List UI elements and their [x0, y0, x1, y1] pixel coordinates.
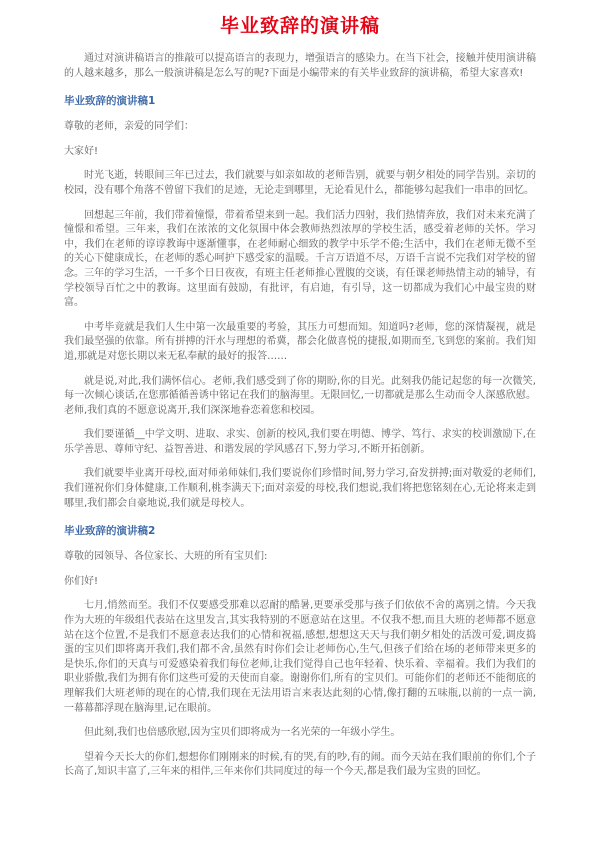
- section-1-salutation: 大家好!: [64, 145, 99, 157]
- paragraph: 我们要谨循__中学文明、进取、求实、创新的校风,我们要在明德、博学、笃行、求实的校训激励下,在乐学善思、尊师守纪、益智善进、和谐发展的学风感召下,努力学习,不断开拓创新。: [64, 429, 536, 455]
- section-2-greeting: 尊敬的园领导、各位家长、大班的所有宝贝们:: [64, 551, 268, 563]
- section-1-heading: 毕业致辞的演讲稿1: [64, 95, 156, 108]
- paragraph: 但此刻,我们也倍感欣慰,因为宝贝们即将成为一名光荣的一年级小学生。: [84, 727, 401, 739]
- page-title: 毕业致辞的演讲稿: [219, 15, 380, 37]
- paragraph: 就是说,对此,我们满怀信心。老师,我们感受到了你的期盼,你的目光。此刻我仍能记起您的每一次微笑,每一次倾心谈话,在您那循循善诱中铭记在我们的脑海里。无限回忆,一切都就是那么生动而令人深感欣慰。老师,我们真的不愿意说离开,我们深深地眷恋着您和校园。: [64, 375, 536, 416]
- section-1-greeting: 尊敬的老师，亲爱的同学们：: [64, 121, 194, 133]
- paragraph: 望着今天长大的你们,想想你们刚刚来的时候,有的哭,有的吵,有的闹。而今天站在我们眼前的你们,个子长高了,知识丰富了,三年来的相伴,三年来你们共同度过的每一个今天,都是我们最为宝贵的回忆。: [64, 751, 536, 778]
- paragraph: 中考毕竟就是我们人生中第一次最重要的考验，其压力可想而知。知道吗?老师，您的深情凝视，就是我们最坚强的依靠。所有拼搏的汗水与理想的希冀，都会化做喜悦的捷报,如期而至,飞到您的案前。我们知道,那就是对您长期以来无私奉献的最好的报答……: [64, 321, 536, 362]
- intro-paragraph: 通过对演讲稿语言的推敲可以提高语言的表现力，增强语言的感染力。在当下社会，接触并使用演讲稿的人越来越多，那么一般演讲稿是怎么写的呢?下面是小编带来的有关毕业致辞的演讲稿，希望大家喜欢!: [64, 53, 536, 79]
- paragraph: 回想起三年前，我们带着憧憬，带着希望来到一起。我们活力四射，我们热情奔放，我们对未来充满了憧憬和希望。三年来，我们在浓浓的文化氛围中体会教师热烈浓厚的学校生活，感受着老师的关怀。学习中，我们在老师的谆谆教诲中逐渐懂事，在老师耐心细致的教学中乐学不倦;生活中，我们在老师无微不至的关心下健康成长，在老师的悉心呵护下感受家的温暖。千言万语道不尽，万语千言说不完我们对学校的留念。三年的学习生活，一千多个日日夜夜，有班主任老师推心置腹的交谈，有任课老师热情主动的辅导，有学校领导百忙之中的教诲。这里面有鼓励，有批评，有启迪，有引导，这一切都成为我们心中最宝贵的财富。: [64, 209, 536, 309]
- section-2-heading: 毕业致辞的演讲稿2: [64, 525, 156, 538]
- paragraph: 时光飞逝，转眼间三年已过去，我们就要与如亲如故的老师告别，就要与朝夕相处的同学告别。亲切的校园，没有哪个角落不曾留下我们的足迹，无论走到哪里，无论看见什么，都能够勾起我们一串串的回忆。: [64, 170, 536, 196]
- section-2-salutation: 你们好!: [64, 575, 99, 587]
- paragraph: 我们就要毕业离开母校,面对师弟师妹们,我们要说你们珍惜时间,努力学习,奋发拼搏;面对敬爱的老师们,我们谨祝你们身体健康,工作顺利,桃李满天下;面对亲爱的母校,我们想说,我们将把您铭刻在心,无论将来走到哪里,我们都会自豪地说,我们就是母校人。: [64, 468, 536, 509]
- paragraph: 七月,悄然而至。我们不仅要感受那难以忍耐的酷暑,更要承受那与孩子们依依不舍的离别之情。今天我作为大班的年级组代表站在这里发言,其实我特别的不愿意站在这里。不仅我不想,而且大班的老师都不愿意站在这个位置,不是我们不愿意表达我们的心情和祝福,感想,想想这天天与我们朝夕相处的活泼可爱,调皮捣蛋的宝贝们即将离开我们,我们都不舍,虽然有时你们会让老师伤心,生气,但孩子们给在场的老师带来更多的是快乐,你们的天真与可爱感染着我们每位老师,让我们觉得自己也年轻着、快乐着、幸福着。我们为我们的职业骄傲,我们为拥有你们这些可爱的天使而自豪。谢谢你们,所有的宝贝们。可能你们的老师还不能彻底的理解我们大班老师的现在的心情,我们现在无法用语言来表达此刻的心情,像打翻的五味瓶,以前的一点一滴,一幕幕都浮现在脑海里,记在眼前。: [64, 600, 536, 714]
